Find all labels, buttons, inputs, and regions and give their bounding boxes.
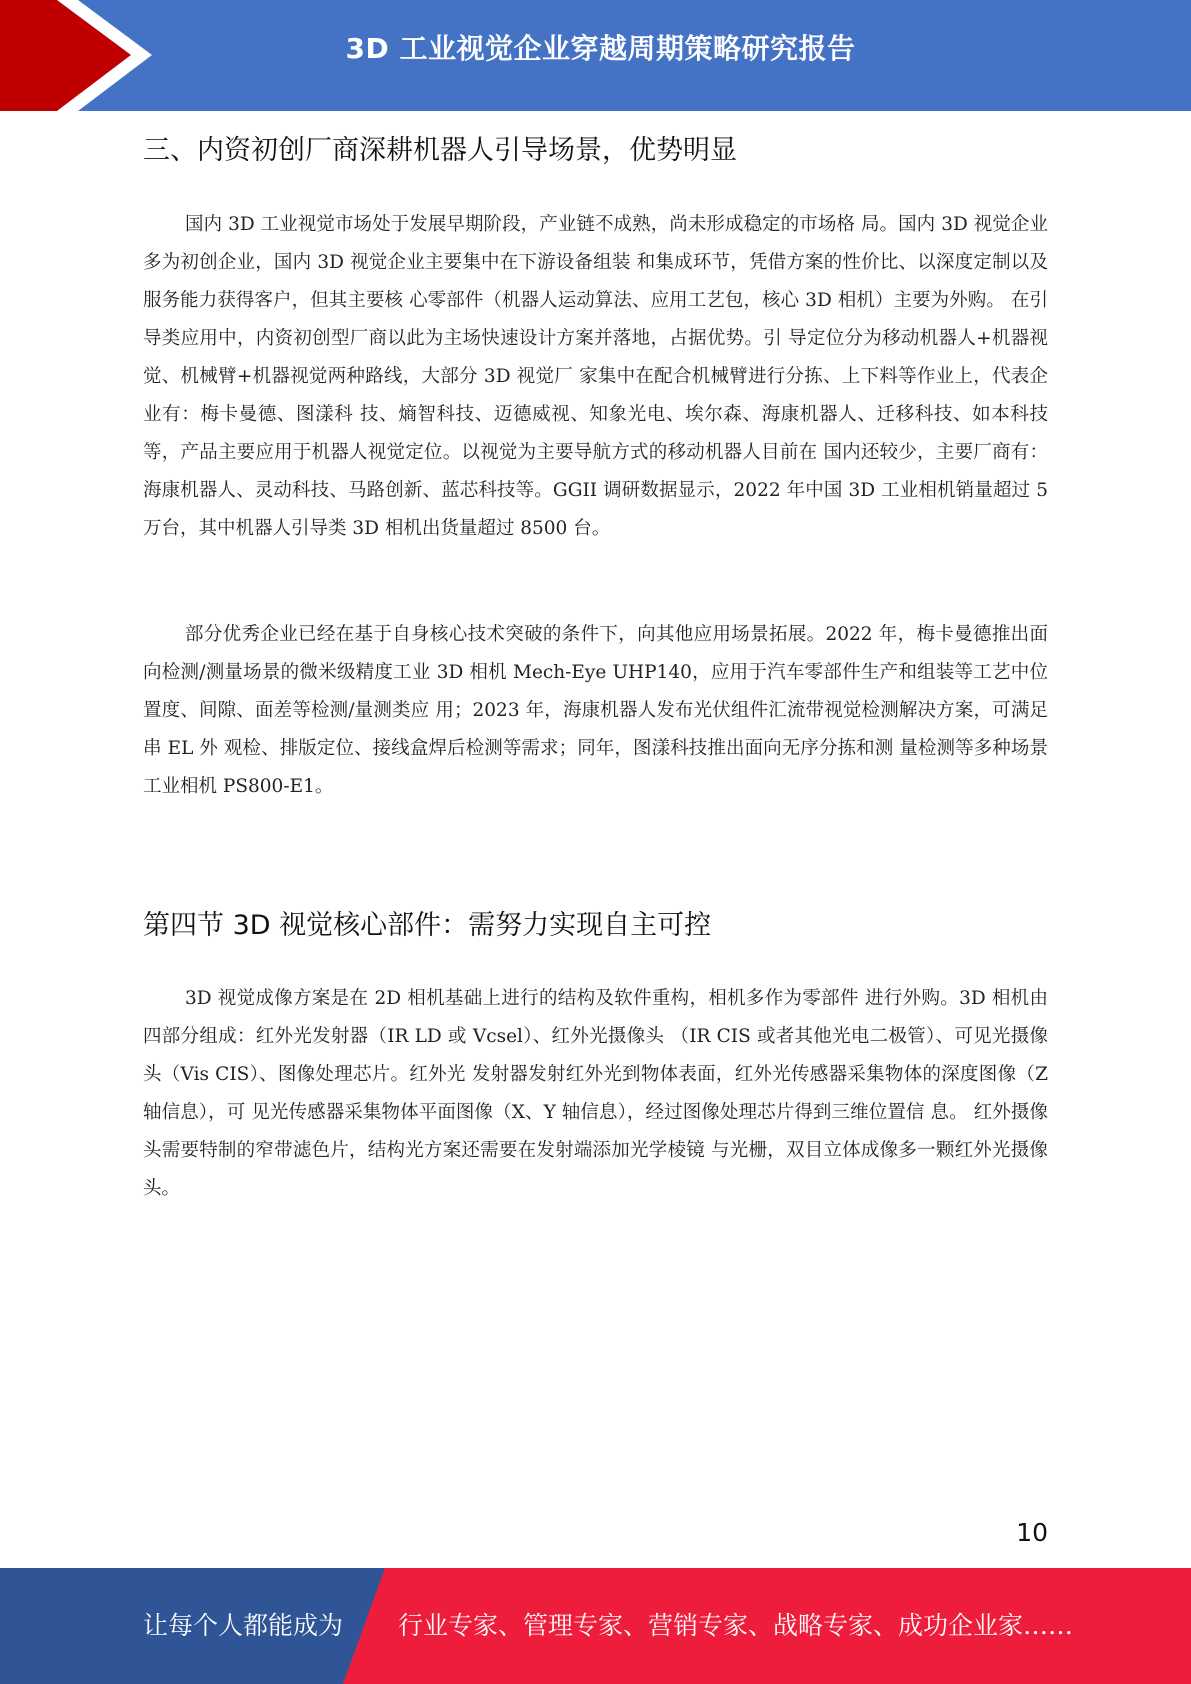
page-number: 10 (1016, 1518, 1048, 1547)
header-banner (0, 0, 1191, 111)
footer-banner (0, 1568, 1191, 1684)
body-paragraph: 部分优秀企业已经在基于自身核心技术突破的条件下，向其他应用场景拓展。2022 年，梅卡曼德推出面向检测/测量场景的微米级精度工业 3D 相机 Mech-Eye UHP140，应用于汽车零部件生产和组装等工艺中位置度、间隙、面差等检测/量测类应 用；2023 年，海康机器人发布光伏组件汇流带视觉检测解决方案，可满足串 EL 外 观检、排版定位、接线盒焊后检测等需求；同年，图漾科技推出面向无序分拣和测 量检测等多种场景工业相机 PS800-E1。 (143, 624, 1048, 797)
section-heading: 第四节 3D 视觉核心部件：需努力实现自主可控 (143, 910, 712, 941)
document-title: 3D 工业视觉企业穿越周期策略研究报告 (345, 32, 856, 65)
body-paragraph: 3D 视觉成像方案是在 2D 相机基础上进行的结构及软件重构，相机多作为零部件 进行外购。3D 相机由四部分组成：红外光发射器（IR LD 或 Vcsel）、红外光摄像头 （IR CIS 或者其他光电二极管）、可见光摄像头（Vis CIS）、图像处理芯片。红外光 发射器发射红外光到物体表面，红外光传感器采集物体的深度图像（Z 轴信息），可 见光传感器采集物体平面图像（X、Y 轴信息），经过图像处理芯片得到三维位置信 息。 红外摄像头需要特制的窄带滤色片，结构光方案还需要在发射端添加光学棱镜 与光栅，双目立体成像多一颗红外光摄像头。 (143, 988, 1048, 1199)
footer-slogan-right: 行业专家、管理专家、营销专家、战略专家、成功企业家…… (398, 1611, 1074, 1640)
body-paragraph: 国内 3D 工业视觉市场处于发展早期阶段，产业链不成熟，尚未形成稳定的市场格 局。国内 3D 视觉企业多为初创企业，国内 3D 视觉企业主要集中在下游设备组装 和集成环节，凭借方案的性价比、以深度定制以及服务能力获得客户，但其主要核 心零部件（机器人运动算法、应用工艺包，核心 3D 相机）主要为外购。 在引导类应用中，内资初创型厂商以此为主场快速设计方案并落地，占据优势。引 导定位分为移动机器人+机器视觉、机械臂+机器视觉两种路线，大部分 3D 视觉厂 家集中在配合机械臂进行分拣、上下料等作业上，代表企业有：梅卡曼德、图漾科 技、熵智科技、迈德威视、知象光电、埃尔森、海康机器人、迁移科技、如本科技 等，产品主要应用于机器人视觉定位。以视觉为主要导航方式的移动机器人目前在 国内还较少，主要厂商有：海康机器人、灵动科技、马路创新、蓝芯科技等。GGII 调研数据显示，2022 年中国 3D 工业相机销量超过 5 万台，其中机器人引导类 3D 相机出货量超过 8500 台。 (143, 214, 1048, 539)
header-red-chevron (0, 0, 131, 111)
footer-slogan-left: 让每个人都能成为 (143, 1611, 344, 1640)
section-heading: 三、内资初创厂商深耕机器人引导场景，优势明显 (143, 135, 737, 166)
